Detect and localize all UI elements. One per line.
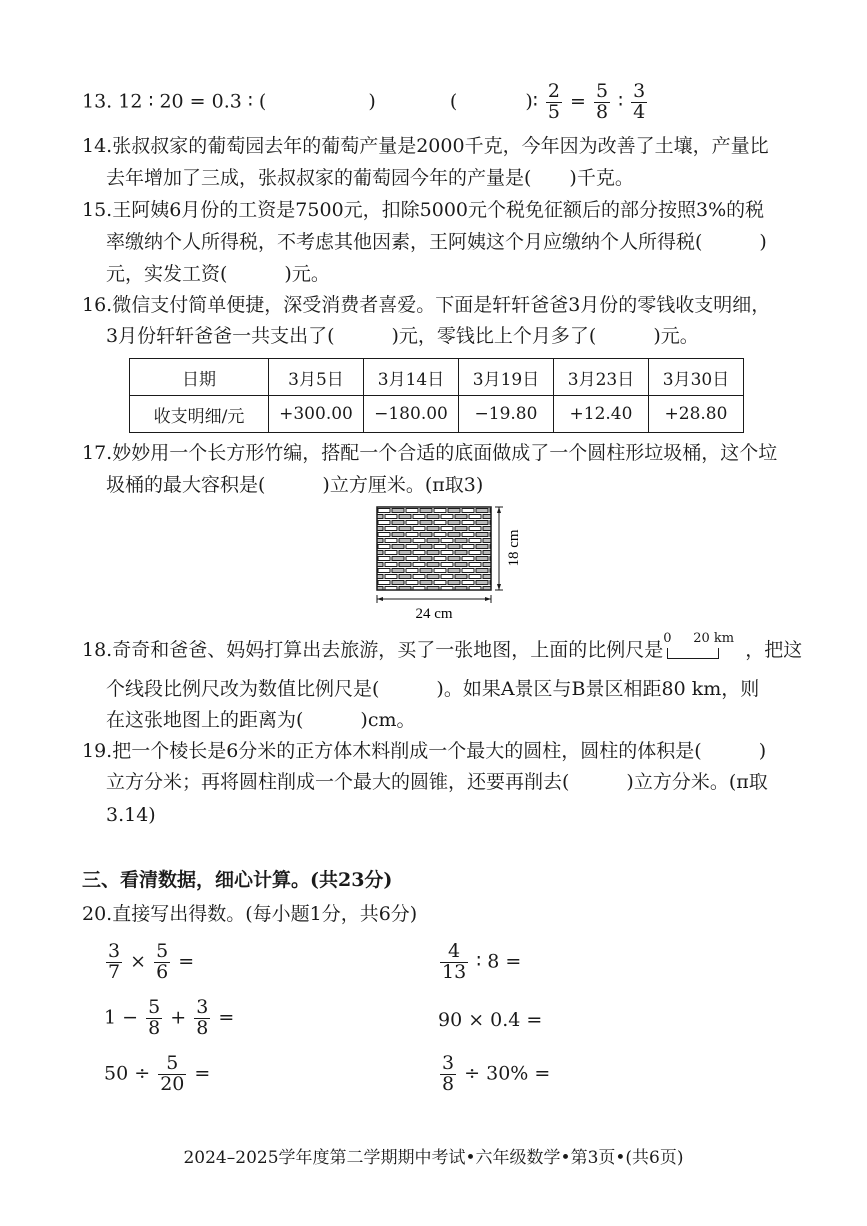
q16-line-2: 3月份轩轩爸爸一共支出了( )元，零钱比上个月多了( )元。 [106, 325, 699, 347]
question-13 [82, 82, 649, 123]
q15-line-1: 15.王阿姨6月份的工资是7500元，扣除5000元个税免征额后的部分按照3%的税 [82, 199, 765, 221]
fraction-denominator: 8 [442, 1072, 455, 1095]
q20-item-b [438, 942, 521, 983]
fraction-denominator: 8 [595, 100, 609, 123]
q17-line-2: 圾桶的最大容积是( )立方厘米。(π取3) [106, 474, 484, 496]
expression-rest: ∶ 8 = [476, 950, 522, 973]
fraction-numerator: 5 [595, 80, 609, 102]
equals-sign: = [569, 90, 586, 113]
operator: + [170, 1006, 187, 1029]
height-label: 18 cm [506, 529, 522, 567]
q20-item-c [104, 998, 234, 1039]
q19-line-3: 3.14) [106, 804, 156, 826]
bamboo-mat-rectangle [377, 507, 491, 590]
fraction-denominator: 8 [148, 1016, 161, 1039]
fraction-numerator: 4 [440, 942, 468, 963]
operator: × [130, 950, 147, 973]
fraction-numerator: 5 [158, 1054, 186, 1075]
q13-left-expression: 12 ∶ 20 = 0.3 ∶ ( [118, 90, 267, 113]
q13-fraction-2 [594, 82, 610, 123]
fraction [194, 998, 210, 1039]
q20-item-a [104, 942, 194, 983]
fraction-numerator: 5 [148, 996, 161, 1018]
fraction-numerator: 3 [442, 1052, 455, 1074]
fraction-numerator: 3 [108, 940, 121, 962]
bamboo-mat-figure [360, 500, 530, 625]
fraction-denominator: 20 [160, 1072, 185, 1095]
q19-line-1: 19.把一个棱长是6分米的正方体木料削成一个最大的圆柱，圆柱的体积是( ) [82, 740, 767, 762]
q18-line-3: 在这张地图上的距离为( )cm。 [106, 709, 416, 731]
fraction-denominator: 6 [156, 960, 169, 983]
expression-rest: ÷ 30% = [464, 1062, 551, 1085]
table-cell-amount: +12.40 [554, 396, 649, 433]
table-cell-amount: −180.00 [364, 396, 459, 433]
table-header-amount: 收支明细/元 [130, 396, 269, 433]
fraction-denominator: 7 [108, 960, 121, 983]
fraction-numerator: 3 [196, 996, 209, 1018]
q13-fraction-1 [546, 82, 562, 123]
page-footer: 2024–2025学年度第二学期期中考试•六年级数学•第3页•(共6页) [183, 1148, 684, 1168]
scale-bar [663, 631, 745, 660]
fraction-numerator: 3 [633, 80, 646, 102]
q16-line-1: 16.微信支付简单便捷，深受消费者喜爱。下面是轩轩爸爸3月份的零钱收支明细， [82, 294, 771, 316]
fraction [146, 998, 162, 1039]
q15-line-3: 元，实发工资( )元。 [106, 263, 330, 285]
q20-item-f [438, 1054, 550, 1095]
table-cell-amount: −19.80 [459, 396, 554, 433]
q20-item-d: 90 × 0.4 = [438, 1009, 543, 1031]
wechat-ledger-table [129, 358, 744, 433]
height-dimension-line [495, 507, 503, 590]
equals-sign: = [178, 950, 195, 973]
table-cell-date: 3月5日 [269, 359, 364, 396]
q13-right-open: ( [449, 90, 458, 113]
fraction-numerator: 5 [156, 940, 169, 962]
q14-line-2: 去年增加了三成，张叔叔家的葡萄园今年的产量是( )千克。 [106, 167, 634, 189]
fraction-denominator: 13 [442, 960, 467, 983]
q17-line-1: 17.妙妙用一个长方形竹编，搭配一个合适的底面做成了一个圆柱形垃圾桶，这个垃 [82, 442, 778, 464]
table-cell-date: 3月19日 [459, 359, 554, 396]
q18-line-1-text: 18.奇奇和爸爸、妈妈打算出去旅游，买了一张地图，上面的比例尺是 [82, 639, 664, 661]
table-row [130, 396, 744, 433]
q18-line-2: 个线段比例尺改为数值比例尺是( )。如果A景区与B景区相距80 km，则 [106, 678, 760, 700]
table-cell-date: 3月14日 [364, 359, 459, 396]
table-header-date: 日期 [130, 359, 269, 396]
fraction-denominator: 5 [547, 100, 560, 123]
expression-prefix: 50 ÷ [104, 1062, 151, 1085]
equals-sign: = [194, 1062, 211, 1085]
question-18-line-1 [82, 631, 803, 661]
table-cell-date: 3月23日 [554, 359, 649, 396]
fraction-denominator: 8 [196, 1016, 209, 1039]
fraction-numerator: 2 [547, 80, 560, 102]
width-dimension-line [377, 595, 491, 603]
scale-segment [667, 648, 719, 659]
table-cell-amount: +28.80 [649, 396, 744, 433]
scale-km-label: 20 km [693, 631, 735, 646]
fraction [106, 942, 122, 983]
equals-sign: = [218, 1006, 235, 1029]
q13-right-mid: )∶ [525, 90, 538, 113]
expression-prefix: 1 − [104, 1006, 139, 1029]
q13-number: 13. [82, 90, 113, 113]
width-label: 24 cm [415, 606, 453, 622]
ratio-colon: ∶ [618, 90, 624, 113]
q20-title: 20.直接写出得数。(每小题1分，共6分) [82, 903, 418, 925]
section-3-heading: 三、看清数据，细心计算。(共23分) [82, 869, 393, 891]
q18-line-1-end: ，把这 [745, 639, 803, 661]
fraction [158, 1054, 186, 1095]
table-cell-amount: +300.00 [269, 396, 364, 433]
fraction-denominator: 4 [633, 100, 646, 123]
fraction [440, 942, 468, 983]
q15-line-2: 率缴纳个人所得税，不考虑其他因素，王阿姨这个月应缴纳个人所得税( ) [106, 231, 767, 253]
table-row [130, 359, 744, 396]
q20-item-e [104, 1054, 210, 1095]
fraction [154, 942, 170, 983]
scale-zero-label: 0 [663, 631, 672, 646]
fraction [440, 1054, 456, 1095]
table-cell-date: 3月30日 [649, 359, 744, 396]
q14-line-1: 14.张叔叔家的葡萄园去年的葡萄产量是2000千克，今年因为改善了土壤，产量比 [82, 135, 769, 157]
q19-line-2: 立方分米；再将圆柱削成一个最大的圆锥，还要再削去( )立方分米。(π取 [106, 771, 768, 793]
q13-left-close: ) [368, 90, 376, 113]
q13-fraction-3 [631, 82, 647, 123]
